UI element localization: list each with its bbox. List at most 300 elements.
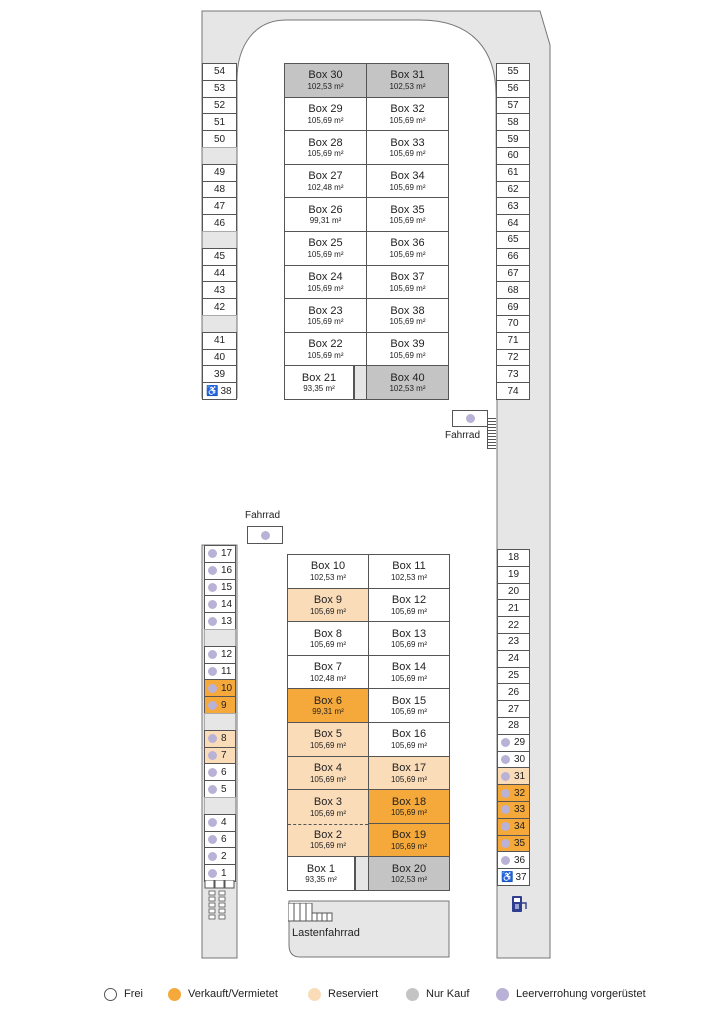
box-area: 93,35 m²	[303, 384, 335, 394]
spot-number: 37	[515, 871, 527, 883]
box-area: 105,69 m²	[307, 115, 344, 125]
spot-gap	[202, 231, 237, 249]
garage-box[interactable]	[284, 197, 367, 232]
box-name: Box 8	[313, 627, 343, 640]
ev-dot-icon	[208, 852, 217, 861]
bike-racks-small-icon	[204, 880, 238, 924]
garage-box[interactable]	[368, 856, 450, 891]
parking-spot	[497, 818, 530, 836]
spot-number: 40	[213, 351, 226, 363]
ev-dot-icon	[208, 785, 217, 794]
box-name: Box 23	[308, 304, 343, 317]
parking-spot	[497, 784, 530, 802]
box-area: 99,31 m²	[312, 707, 344, 717]
bike-stand-upper	[452, 410, 488, 427]
box-name: Box 36	[390, 237, 425, 250]
legend-label: Nur Kauf	[426, 988, 470, 1000]
box-name: Box 31	[390, 69, 425, 82]
garage-box[interactable]	[287, 588, 369, 623]
spot-number: 73	[507, 368, 519, 380]
box-name: Box 21	[301, 371, 337, 384]
spot-number: 14	[221, 598, 233, 610]
spot-number: 66	[507, 251, 519, 263]
spot-number: 23	[507, 636, 520, 648]
spot-number: 67	[507, 267, 519, 279]
spot-number: 15	[221, 581, 233, 593]
box-name: Box 16	[391, 728, 427, 741]
box-area: 105,69 m²	[307, 250, 344, 260]
parking-spot	[497, 734, 530, 752]
spot-number: 60	[507, 150, 519, 162]
parking-spot	[204, 545, 236, 563]
legend-swatch-icon	[104, 988, 117, 1001]
ev-dot-icon	[501, 805, 510, 814]
garage-box[interactable]	[284, 298, 367, 333]
box-area: 105,69 m²	[390, 673, 428, 683]
spot-number: 25	[507, 669, 520, 681]
spot-number: 42	[213, 301, 226, 313]
box-name: Box 11	[392, 560, 426, 573]
parking-spot	[497, 717, 530, 735]
parking-spot	[204, 646, 236, 664]
parking-spot	[204, 562, 236, 580]
box-name: Box 34	[390, 170, 425, 183]
spot-number: 28	[507, 720, 520, 732]
box-divider-dashed	[288, 824, 368, 825]
spot-number: 7	[221, 749, 227, 761]
spot-number: 38	[220, 385, 232, 397]
spot-number: 6	[221, 833, 227, 845]
bike-stand-lower	[247, 526, 283, 544]
spot-number: 13	[221, 615, 233, 627]
parking-spot	[202, 382, 237, 400]
parking-spot	[496, 298, 530, 316]
box-name: Box 10	[310, 560, 346, 573]
garage-box[interactable]	[368, 588, 450, 623]
parking-spot	[497, 583, 530, 601]
spot-gap	[204, 797, 236, 815]
box-area: 102,48 m²	[307, 182, 344, 192]
parking-spot	[202, 365, 237, 383]
legend-swatch-icon	[406, 988, 419, 1001]
spot-number: 39	[213, 368, 226, 380]
spot-number: 71	[507, 335, 519, 347]
box-name: Box 1	[306, 862, 336, 875]
parking-spot	[496, 382, 530, 400]
spot-number: 58	[507, 116, 519, 128]
parking-spot	[496, 164, 530, 182]
wheelchair-icon: ♿	[206, 385, 219, 397]
box-area: 105,69 m²	[389, 115, 426, 125]
box-area: 105,69 m²	[307, 317, 344, 327]
box-name: Box 5	[313, 728, 343, 741]
spot-number: 24	[507, 653, 520, 665]
box-name: Box 33	[390, 136, 425, 149]
spot-number: 41	[213, 335, 226, 347]
ev-dot-icon	[501, 755, 510, 764]
ev-dot-icon	[501, 822, 510, 831]
box-area: 105,69 m²	[309, 841, 347, 851]
box-area: 105,69 m²	[309, 741, 347, 751]
box-name: Box 20	[391, 862, 427, 875]
spot-number: 50	[213, 133, 226, 145]
parking-spot	[202, 63, 237, 81]
box-area: 105,69 m²	[307, 149, 344, 159]
spot-gap	[204, 713, 236, 731]
spot-number: 11	[221, 665, 232, 677]
ev-dot-icon	[208, 818, 217, 827]
box-name: Box 32	[390, 102, 425, 115]
box-area: 105,69 m²	[389, 317, 426, 327]
garage-box[interactable]	[366, 97, 449, 132]
spot-number: 65	[507, 234, 519, 246]
box-area: 93,35 m²	[305, 875, 337, 885]
garage-box[interactable]	[368, 621, 450, 656]
box-name: Box 26	[308, 203, 343, 216]
parking-spot	[496, 281, 530, 299]
box-name: Box 19	[391, 829, 427, 842]
box-area: 105,69 m²	[307, 350, 344, 360]
parking-spot	[496, 365, 530, 383]
parking-spot	[496, 147, 530, 165]
wheelchair-icon: ♿	[501, 871, 514, 883]
ev-dot-icon	[208, 684, 217, 693]
box-area: 105,69 m²	[390, 808, 428, 818]
box-area: 102,53 m²	[389, 82, 426, 92]
box-name: Box 40	[390, 371, 425, 384]
garage-box[interactable]	[368, 823, 450, 858]
parking-spot	[202, 332, 237, 350]
box-name: Box 18	[391, 795, 427, 808]
ev-dot-icon	[501, 839, 510, 848]
box-name: Box 3	[313, 796, 343, 809]
parking-spot	[497, 667, 530, 685]
garage-box[interactable]	[366, 63, 449, 98]
spot-number: 33	[514, 804, 526, 816]
spot-number: 5	[221, 783, 227, 795]
spot-number: 72	[507, 351, 519, 363]
parking-spot	[496, 181, 530, 199]
parking-spot	[497, 868, 530, 886]
parking-spot	[496, 113, 530, 131]
garage-box[interactable]	[284, 63, 367, 98]
ev-dot-icon	[466, 414, 475, 423]
spot-number: 36	[514, 854, 526, 866]
parking-spot	[496, 349, 530, 367]
garage-box[interactable]	[366, 265, 449, 300]
spot-gap	[202, 147, 237, 165]
parking-spot	[204, 831, 236, 849]
box-name: Box 25	[308, 237, 343, 250]
parking-spot	[497, 599, 530, 617]
legend-swatch-icon	[168, 988, 181, 1001]
garage-box[interactable]	[366, 197, 449, 232]
parking-spot	[202, 349, 237, 367]
parking-spot	[496, 197, 530, 215]
spot-number: 1	[221, 867, 227, 879]
parking-spot	[202, 265, 237, 283]
garage-box[interactable]	[366, 130, 449, 165]
parking-spot	[497, 650, 530, 668]
spot-number: 62	[507, 183, 519, 195]
parking-spot	[204, 763, 236, 781]
box-name: Box 17	[391, 761, 427, 774]
parking-spot	[497, 700, 530, 718]
spot-number: 32	[514, 787, 526, 799]
spot-number: 17	[221, 548, 233, 560]
spot-number: 6	[221, 766, 227, 778]
spot-number: 2	[221, 850, 227, 862]
fahrrad-label-lower: Fahrrad	[245, 510, 281, 521]
garage-box[interactable]	[284, 231, 367, 266]
box-side-strip	[354, 365, 367, 400]
parking-spot	[496, 80, 530, 98]
parking-spot	[202, 130, 237, 148]
ev-dot-icon	[208, 667, 217, 676]
parking-spot	[497, 566, 530, 584]
garage-box[interactable]	[284, 97, 367, 132]
ev-dot-icon	[501, 856, 510, 865]
box-area: 105,69 m²	[390, 841, 428, 851]
garage-box[interactable]	[366, 164, 449, 199]
ev-dot-icon	[208, 734, 217, 743]
parking-spot	[497, 751, 530, 769]
parking-spot	[202, 248, 237, 266]
box-area: 105,69 m²	[309, 774, 347, 784]
spot-number: 59	[507, 133, 519, 145]
spot-number: 19	[507, 569, 520, 581]
ev-dot-icon	[501, 789, 510, 798]
box-name: Box 29	[308, 102, 343, 115]
parking-spot	[204, 612, 236, 630]
box-name: Box 27	[308, 170, 343, 183]
spot-number: 55	[507, 66, 519, 78]
parking-spot	[204, 780, 236, 798]
spot-number: 53	[213, 83, 226, 95]
box-name: Box 2	[313, 828, 343, 841]
garage-box[interactable]	[284, 365, 354, 400]
garage-box[interactable]	[287, 621, 369, 656]
box-name: Box 14	[391, 661, 427, 674]
box-name: Box 22	[308, 338, 343, 351]
box-area: 105,69 m²	[389, 182, 426, 192]
ev-dot-icon	[501, 772, 510, 781]
legend-label: Reserviert	[328, 988, 379, 1000]
spot-number: 64	[507, 217, 519, 229]
spot-number: 26	[507, 686, 520, 698]
garage-box[interactable]	[287, 823, 369, 858]
garage-box[interactable]	[287, 655, 369, 690]
box-area: 105,69 m²	[390, 774, 428, 784]
garage-box[interactable]	[287, 756, 369, 791]
spot-number: 52	[213, 99, 226, 111]
box-area: 102,53 m²	[390, 875, 428, 885]
box-area: 105,69 m²	[309, 606, 347, 616]
spot-number: 18	[507, 552, 520, 564]
box-area: 105,69 m²	[309, 808, 347, 818]
spot-number: 69	[507, 301, 519, 313]
parking-spot	[204, 595, 236, 613]
parking-spot	[496, 214, 530, 232]
parking-spot	[202, 281, 237, 299]
spot-number: 74	[507, 385, 519, 397]
spot-number: 51	[213, 116, 226, 128]
ev-dot-icon	[208, 549, 217, 558]
parking-spot	[204, 696, 236, 714]
spot-number: 47	[213, 200, 226, 212]
parking-spot	[497, 549, 530, 567]
box-name: Box 13	[391, 627, 427, 640]
spot-number: 30	[514, 753, 526, 765]
garage-box[interactable]	[366, 298, 449, 333]
garage-box[interactable]	[368, 789, 450, 824]
spot-number: 12	[221, 649, 233, 661]
spot-number: 31	[514, 770, 526, 782]
box-area: 105,69 m²	[389, 216, 426, 226]
ev-dot-icon	[208, 751, 217, 760]
parking-spot	[202, 97, 237, 115]
box-area: 105,69 m²	[390, 741, 428, 751]
garage-box[interactable]	[284, 332, 367, 367]
box-area: 99,31 m²	[309, 216, 342, 226]
spot-number: 61	[507, 167, 519, 179]
garage-box[interactable]	[368, 722, 450, 757]
parking-spot	[202, 298, 237, 316]
spot-number: 45	[213, 251, 226, 263]
box-area: 105,69 m²	[390, 606, 428, 616]
spot-number: 49	[213, 167, 226, 179]
parking-spot	[204, 814, 236, 832]
legend-label: Leerverrohung vorgerüstet	[516, 988, 646, 1000]
spot-number: 35	[514, 837, 526, 849]
spot-number: 16	[221, 565, 233, 577]
parking-spot	[202, 113, 237, 131]
parking-spot	[204, 847, 236, 865]
box-name: Box 12	[391, 593, 427, 606]
garage-box[interactable]	[368, 756, 450, 791]
parking-spot	[497, 616, 530, 634]
box-name: Box 38	[390, 304, 425, 317]
ev-dot-icon	[208, 583, 217, 592]
garage-box[interactable]	[284, 265, 367, 300]
garage-box[interactable]	[284, 130, 367, 165]
parking-spot	[496, 332, 530, 350]
box-side-strip	[355, 856, 369, 891]
legend-label: Frei	[124, 988, 143, 1000]
spot-number: 70	[507, 318, 519, 330]
spot-number: 56	[507, 83, 519, 95]
parking-spot	[496, 130, 530, 148]
garage-box[interactable]	[366, 231, 449, 266]
parking-spot	[497, 835, 530, 853]
garage-box[interactable]	[368, 554, 450, 589]
spot-number: 29	[514, 737, 526, 749]
ev-dot-icon	[501, 738, 510, 747]
box-area: 102,53 m²	[309, 573, 347, 583]
parking-spot	[204, 730, 236, 748]
lastenfahrrad-label: Lastenfahrrad	[292, 927, 360, 939]
box-name: Box 4	[313, 761, 343, 774]
spot-number: 46	[213, 217, 226, 229]
ev-dot-icon	[208, 701, 217, 710]
spot-number: 22	[507, 619, 520, 631]
box-name: Box 28	[308, 136, 343, 149]
ev-dot-icon	[208, 835, 217, 844]
parking-spot	[496, 63, 530, 81]
spot-number: 63	[507, 200, 519, 212]
ev-dot-icon	[208, 869, 217, 878]
legend-swatch-icon	[308, 988, 321, 1001]
spot-number: 44	[213, 267, 226, 279]
garage-box[interactable]	[368, 655, 450, 690]
parking-spot	[496, 265, 530, 283]
spot-number: 8	[221, 733, 227, 745]
box-name: Box 35	[390, 203, 425, 216]
parking-spot	[204, 747, 236, 765]
box-area: 105,69 m²	[390, 707, 428, 717]
garage-box[interactable]	[366, 332, 449, 367]
parking-spot	[204, 663, 236, 681]
parking-spot	[497, 851, 530, 869]
box-area: 105,69 m²	[389, 283, 426, 293]
spot-number: 4	[221, 817, 227, 829]
spot-number: 34	[514, 821, 526, 833]
box-name: Box 9	[313, 593, 343, 606]
spot-number: 27	[507, 703, 520, 715]
legend-swatch-icon	[496, 988, 509, 1001]
parking-spot	[202, 197, 237, 215]
ev-dot-icon	[208, 600, 217, 609]
spot-number: 43	[213, 284, 226, 296]
box-name: Box 30	[308, 69, 343, 82]
box-name: Box 6	[313, 694, 343, 707]
parking-spot	[204, 579, 236, 597]
garage-box[interactable]	[366, 365, 449, 400]
fahrrad-label-upper: Fahrrad	[445, 430, 481, 441]
ev-dot-icon	[261, 531, 270, 540]
parking-spot	[497, 767, 530, 785]
parking-spot	[202, 164, 237, 182]
spot-number: 54	[213, 66, 226, 78]
garage-box[interactable]	[284, 164, 367, 199]
garage-box[interactable]	[287, 789, 369, 824]
parking-spot	[496, 248, 530, 266]
box-area: 105,69 m²	[389, 250, 426, 260]
spot-gap	[204, 629, 236, 647]
spot-number: 57	[507, 99, 519, 111]
box-name: Box 37	[390, 270, 425, 283]
garage-box[interactable]	[287, 856, 355, 891]
spot-gap	[202, 315, 237, 333]
parking-spot	[202, 214, 237, 232]
garage-box[interactable]	[287, 554, 369, 589]
garage-box[interactable]	[368, 688, 450, 723]
spot-number: 9	[221, 699, 227, 711]
box-name: Box 15	[391, 694, 427, 707]
box-name: Box 24	[308, 270, 343, 283]
parking-spot	[202, 80, 237, 98]
box-area: 105,69 m²	[309, 640, 347, 650]
parking-spot	[204, 679, 236, 697]
spot-number: 20	[507, 585, 520, 597]
ev-dot-icon	[208, 768, 217, 777]
box-area: 102,53 m²	[390, 573, 428, 583]
parking-spot	[496, 315, 530, 333]
parking-spot	[496, 97, 530, 115]
box-name: Box 7	[313, 661, 343, 674]
garage-box[interactable]	[287, 688, 369, 723]
garage-box[interactable]	[287, 722, 369, 757]
